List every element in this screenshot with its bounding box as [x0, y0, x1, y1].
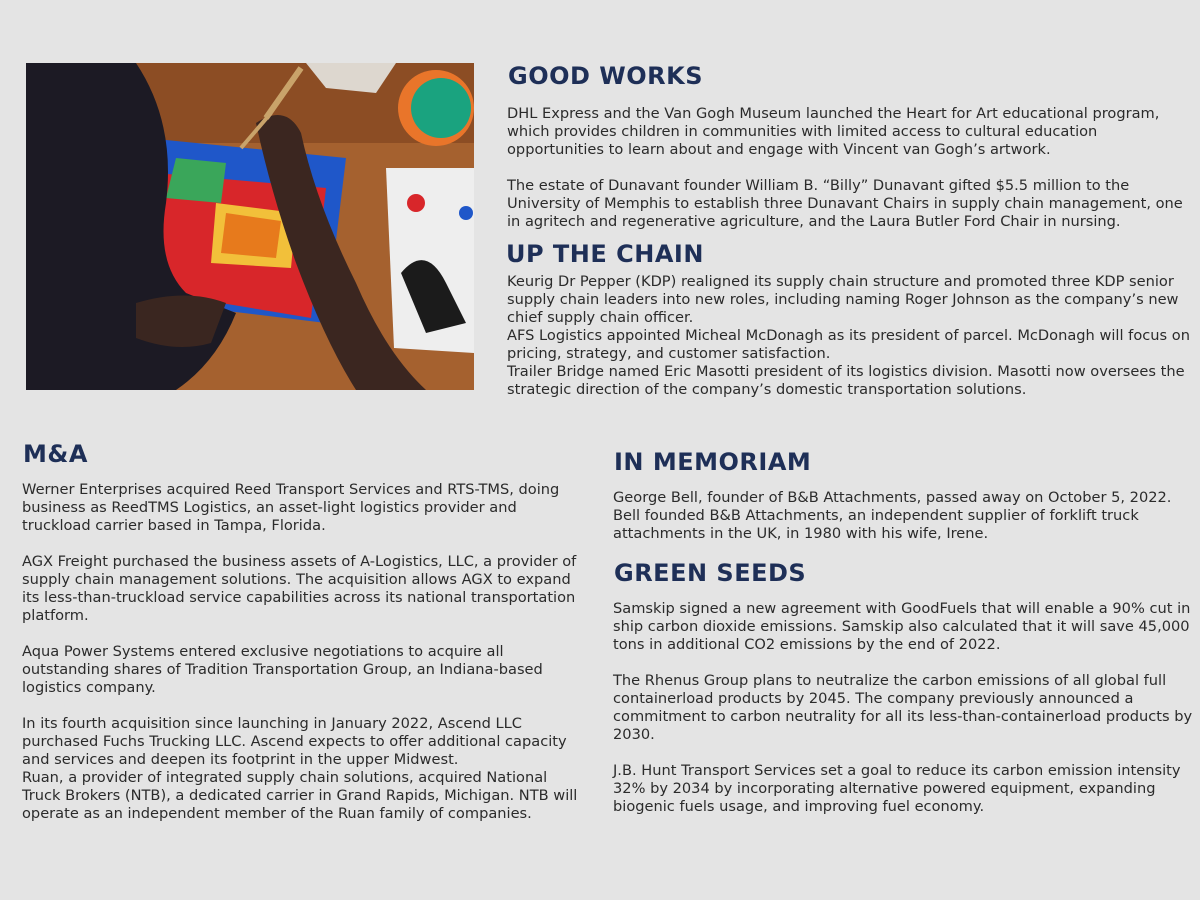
green-seeds-title: GREEN SEEDS: [614, 559, 807, 587]
up-the-chain-body: [507, 273, 1197, 399]
green-seeds-body: [613, 600, 1197, 816]
up-the-chain-title: UP THE CHAIN: [506, 240, 704, 268]
in-memoriam-paragraph: George Bell, founder of B&B Attachments, passed away on October 5, 2022. Bell founded B&B Attachments, an independent supplier of forklift truck attachments in the UK, in 1980 with his wife, Irene.: [613, 489, 1172, 542]
in-memoriam-body: [613, 489, 1197, 543]
good-works-paragraph: The estate of Dunavant founder William B. “Billy” Dunavant gifted $5.5 million to the University of Memphis to establish three Dunavant Chairs in supply chain management, one in agritech and regenerative agriculture, and the Laura Butler Ford Chair in nursing.: [507, 177, 1183, 230]
m-and-a-body: [22, 481, 582, 823]
up-the-chain-paragraph: Keurig Dr Pepper (KDP) realigned its supply chain structure and promoted three KDP senior supply chain leaders into new roles, including naming Roger Johnson as the company’s new chief supply chain officer.: [507, 273, 1179, 326]
green-seeds-paragraph: J.B. Hunt Transport Services set a goal to reduce its carbon emission intensity 32% by 2034 by incorporating alternative powered equipment, expanding biogenic fuels usage, and improving fuel economy.: [613, 762, 1181, 815]
green-seeds-paragraph: Samskip signed a new agreement with GoodFuels that will enable a 90% cut in ship carbon dioxide emissions. Samskip also calculated that it will save 45,000 tons in additional CO2 emissions by the end of 2022.: [613, 600, 1191, 653]
m-and-a-paragraph: Werner Enterprises acquired Reed Transport Services and RTS-TMS, doing business as ReedTMS Logistics, an asset-light logistics provider and truckload carrier based in Tampa, Florida.: [22, 481, 560, 534]
m-and-a-paragraph: In its fourth acquisition since launching in January 2022, Ascend LLC purchased Fuchs Trucking LLC. Ascend expects to offer additional capacity and services and deepen its footprint in the upper Midwest.: [22, 715, 567, 768]
up-the-chain-paragraph: AFS Logistics appointed Micheal McDonagh as its president of parcel. McDonagh will focus on pricing, strategy, and customer satisfaction.: [507, 327, 1190, 362]
good-works-paragraph: DHL Express and the Van Gogh Museum launched the Heart for Art educational program, which provides children in communities with limited access to cultural education opportunities to learn about and engage with Vincent van Gogh’s artwork.: [507, 105, 1160, 158]
children-painting-photo: [26, 63, 474, 390]
in-memoriam-title: IN MEMORIAM: [614, 448, 812, 476]
green-seeds-paragraph: The Rhenus Group plans to neutralize the carbon emissions of all global full containerload products by 2045. The company previously announced a commitment to carbon neutrality for all its less-than-containerload products by 2030.: [613, 672, 1193, 743]
up-the-chain-paragraph: Trailer Bridge named Eric Masotti president of its logistics division. Masotti now oversees the strategic direction of the company’s domestic transportation solutions.: [507, 363, 1185, 398]
m-and-a-paragraph: AGX Freight purchased the business assets of A-Logistics, LLC, a provider of supply chain management solutions. The acquisition allows AGX to expand its less-than-truckload service capabilities across its national transportation platform.: [22, 553, 577, 624]
m-and-a-paragraph: Ruan, a provider of integrated supply chain solutions, acquired National Truck Brokers (NTB), a dedicated carrier in Grand Rapids, Michigan. NTB will operate as an independent member of the Ruan family of companies.: [22, 769, 578, 822]
m-and-a-paragraph: Aqua Power Systems entered exclusive negotiations to acquire all outstanding shares of Tradition Transportation Group, an Indiana-based logistics company.: [22, 643, 543, 696]
good-works-body: [507, 105, 1197, 231]
good-works-title: GOOD WORKS: [508, 62, 704, 90]
m-and-a-title: M&A: [23, 440, 88, 468]
